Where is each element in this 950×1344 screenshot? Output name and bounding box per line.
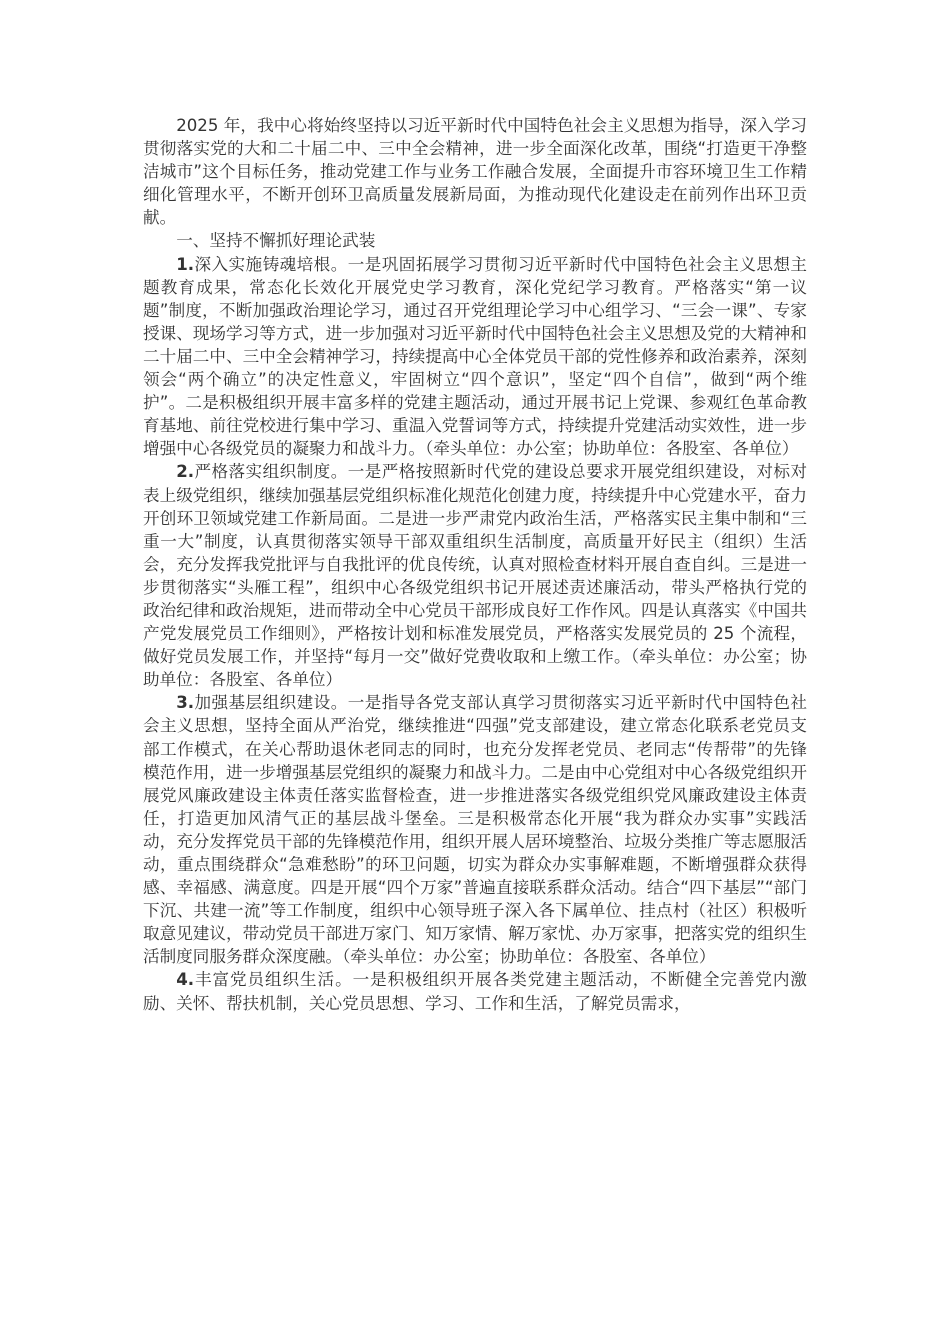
intro-paragraph: 2025 年，我中心将始终坚持以习近平新时代中国特色社会主义思想为指导，深入学习贯彻落实党的大和二十届二中、三中全会精神，进一步全面深化改革，围绕“打造更干净整洁城市”这个目标任务，推动党建工作与业务工作融合发展，全面提升市容环境卫生工作精细化管理水平，不断开创环卫高质量发展新局面，为推动现代化建设走在前列作出环卫贡献。 xyxy=(143,116,807,228)
item-text: 严格落实组织制度。一是严格按照新时代党的建设总要求开展党组织建设，对标对表上级党组织，继续加强基层党组织标准化规范化创建力度，持续提升中心党建水平，奋力开创环卫领域党建工作新局面。二是进一步严肃党内政治生活，严格落实民主集中制和“三重一大”制度，认真贯彻落实领导干部双重组织生活制度，高质量开好民主（组织）生活会，充分发挥我党批评与自我批评的优良传统，认真对照检查材料开展自查自纠。三是进一步贯彻落实“头雁工程”，组织中心各级党组织书记开展述责述廉活动，带头严格执行党的政治纪律和政治规矩，进而带动全中心党员干部形成良好工作作风。四是认真落实《中国共产党发展党员工作细则》，严格按计划和标准发展党员，严格落实发展党员的 25 个流程，做好党员发展工作，并坚持“每月一交”做好党费收取和上缴工作。（牵头单位：办公室；协助单位：各股室、各单位） xyxy=(143,462,807,690)
item-text: 加强基层组织建设。一是指导各党支部认真学习贯彻落实习近平新时代中国特色社会主义思想，坚持全面从严治党，继续推进“四强”党支部建设，建立常态化联系老党员支部工作模式，在关心帮助退休老同志的同时，也充分发挥老党员、老同志“传帮带”的先锋模范作用，进一步增强基层党组织的凝聚力和战斗力。二是由中心党组对中心各级党组织开展党风廉政建设主体责任落实监督检查，进一步推进落实各级党组织党风廉政建设主体责任，打造更加风清气正的基层战斗堡垒。三是积极常态化开展“我为群众办实事”实践活动，充分发挥党员干部的先锋模范作用，组织开展人居环境整治、垃圾分类推广等志愿服活动，重点围绕群众“急难愁盼”的环卫问题，切实为群众办实事解难题，不断增强群众获得感、幸福感、满意度。四是开展“四个万家”普遍直接联系群众活动。结合“四下基层”“部门下沉、共建一流”等工作制度，组织中心领导班子深入各下属单位、挂点村（社区）积极听取意见建议，带动党员干部进万家门、知万家情、解万家忧、办万家事，把落实党的组织生活制度同服务群众深度融。（牵头单位：办公室；协助单位：各股室、各单位） xyxy=(143,693,807,967)
item-number: 2. xyxy=(176,462,195,482)
item-text: 丰富党员组织生活。一是积极组织开展各类党建主题活动，不断健全完善党内激励、关怀、帮扶机制，关心党员思想、学习、工作和生活，了解党员需求， xyxy=(143,970,807,1013)
item-paragraph-1 xyxy=(143,253,807,461)
document-page xyxy=(143,114,807,1015)
section-heading: 一、坚持不懈抓好理论武装 xyxy=(176,231,376,251)
item-number: 1. xyxy=(176,254,195,274)
item-paragraph-2 xyxy=(143,460,807,691)
item-paragraph-3 xyxy=(143,691,807,968)
item-number: 3. xyxy=(176,693,195,713)
item-text: 深入实施铸魂培根。一是巩固拓展学习贯彻习近平新时代中国特色社会主义思想主题教育成果，常态化长效化开展党史学习教育，深化党纪学习教育。严格落实“第一议题”制度，不断加强政治理论学习，通过召开党组理论学习中心组学习、“三会一课”、专家授课、现场学习等方式，进一步加强对习近平新时代中国特色社会主义思想及党的大精神和二十届二中、三中全会精神学习，持续提高中心全体党员干部的党性修养和政治素养，深刻领会“两个确立”的决定性意义，牢固树立“四个意识”，坚定“四个自信”，做到“两个维护”。二是积极组织开展丰富多样的党建主题活动，通过开展书记上党课、参观红色革命教育基地、前往党校进行集中学习、重温入党誓词等方式，持续提升党建活动实效性，进一步增强中心各级党员的凝聚力和战斗力。（牵头单位：办公室；协助单位：各股室、各单位） xyxy=(143,254,807,459)
item-number: 4. xyxy=(176,970,195,990)
item-paragraph-4 xyxy=(143,968,807,1014)
